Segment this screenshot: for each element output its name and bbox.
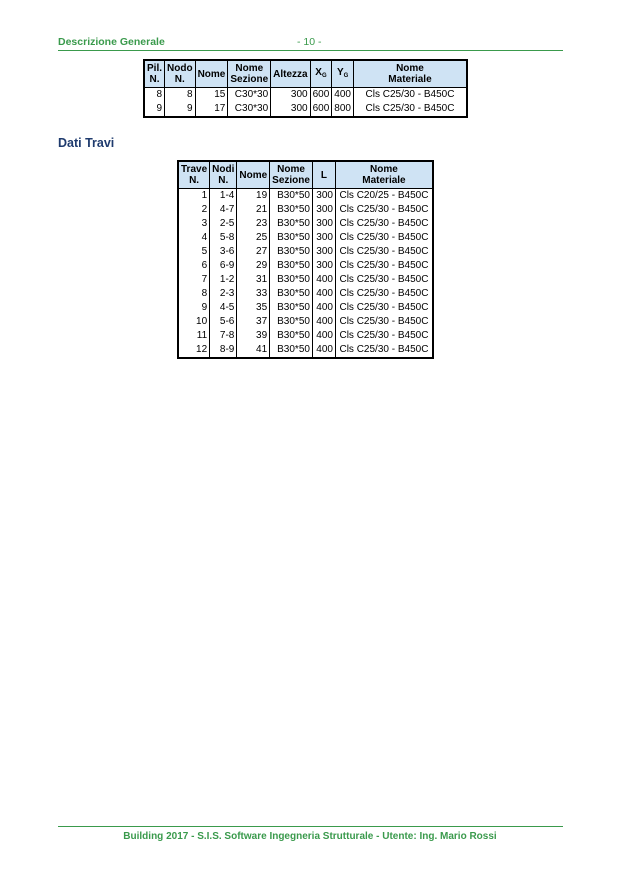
- table-cell: B30*50: [270, 245, 313, 259]
- table-cell: 8: [144, 88, 165, 103]
- col-header-yg-label: Y: [336, 66, 344, 78]
- table-cell: B30*50: [270, 301, 313, 315]
- col-header-trave: [178, 161, 210, 189]
- table-row: [178, 231, 433, 245]
- table-cell: 10: [178, 315, 210, 329]
- table-cell: 21: [237, 203, 270, 217]
- table-cell: 400: [312, 343, 335, 358]
- table-cell: B30*50: [270, 189, 313, 204]
- col-header-nodo-label: Nodo N.: [167, 63, 193, 85]
- table-cell: Cls C20/25 - B450C: [335, 189, 433, 204]
- table-cell: B30*50: [270, 217, 313, 231]
- col-header-sezione: [270, 161, 313, 189]
- table-cell: 3: [178, 217, 210, 231]
- table-row: [144, 102, 467, 117]
- table-cell: B30*50: [270, 231, 313, 245]
- table-cell: 300: [312, 245, 335, 259]
- table-row: [178, 245, 433, 259]
- table-cell: 300: [271, 88, 310, 103]
- table-row: [178, 217, 433, 231]
- header-divider: [58, 50, 563, 51]
- table-row: [178, 315, 433, 329]
- table-cell: 35: [237, 301, 270, 315]
- table-row: [178, 343, 433, 358]
- table-cell: Cls C25/30 - B450C: [335, 315, 433, 329]
- col-header-xg-label: X: [315, 66, 322, 78]
- page-number: - 10 -: [297, 36, 322, 48]
- table-cell: 37: [237, 315, 270, 329]
- table-cell: 8: [165, 88, 196, 103]
- table-cell: 6: [178, 259, 210, 273]
- table-cell: 400: [312, 329, 335, 343]
- table-cell: 29: [237, 259, 270, 273]
- col-header-nodo: [165, 60, 196, 88]
- table-cell: 300: [271, 102, 310, 117]
- col-header-l: [312, 161, 335, 189]
- table-cell: C30*30: [228, 88, 271, 103]
- table-header-row: [144, 60, 467, 88]
- table-cell: B30*50: [270, 343, 313, 358]
- col-header-nome-label: Nome: [239, 169, 268, 181]
- header-section-title: Descrizione Generale: [58, 36, 165, 48]
- table-cell: 31: [237, 273, 270, 287]
- table-cell: B30*50: [270, 329, 313, 343]
- table-cell: 41: [237, 343, 270, 358]
- table-cell: B30*50: [270, 203, 313, 217]
- table-cell: 7: [178, 273, 210, 287]
- col-header-materiale-label: Nome Materiale: [362, 164, 406, 186]
- table-cell: 17: [195, 102, 228, 117]
- col-header-materiale-label: Nome Materiale: [388, 63, 432, 85]
- table-cell: 9: [165, 102, 196, 117]
- col-header-materiale: [353, 60, 467, 88]
- table-cell: 5-6: [210, 315, 237, 329]
- table-cell: 600: [310, 88, 332, 103]
- table-row: [178, 259, 433, 273]
- table-cell: 2-5: [210, 217, 237, 231]
- subscript-g: G: [343, 72, 349, 79]
- col-header-nome: [237, 161, 270, 189]
- col-header-nome-label: Nome: [197, 68, 226, 80]
- col-header-pil-label: Pil. N.: [147, 63, 163, 85]
- table-cell: 19: [237, 189, 270, 204]
- col-header-nodi: [210, 161, 237, 189]
- table-cell: Cls C25/30 - B450C: [335, 231, 433, 245]
- col-header-sezione-label: Nome Sezione: [230, 63, 269, 85]
- table-cell: 15: [195, 88, 228, 103]
- table-row: [178, 273, 433, 287]
- pilastri-table: [143, 59, 468, 118]
- col-header-pil: [144, 60, 165, 88]
- table-cell: 2: [178, 203, 210, 217]
- table-cell: 23: [237, 217, 270, 231]
- table-cell: Cls C25/30 - B450C: [335, 343, 433, 358]
- table-cell: 27: [237, 245, 270, 259]
- table-cell: 12: [178, 343, 210, 358]
- table-cell: 5: [178, 245, 210, 259]
- subscript-g: G: [321, 72, 327, 79]
- col-header-sezione-label: Nome Sezione: [272, 164, 310, 186]
- table-cell: B30*50: [270, 259, 313, 273]
- col-header-trave-label: Trave N.: [181, 164, 208, 186]
- col-header-altezza: [271, 60, 310, 88]
- table-cell: C30*30: [228, 102, 271, 117]
- table-cell: 800: [332, 102, 354, 117]
- table-cell: 4-7: [210, 203, 237, 217]
- table-cell: 1-2: [210, 273, 237, 287]
- col-header-altezza-label: Altezza: [273, 68, 308, 80]
- table-cell: 400: [332, 88, 354, 103]
- table-cell: 8: [178, 287, 210, 301]
- table-cell: 4-5: [210, 301, 237, 315]
- footer-divider: [58, 826, 563, 827]
- col-header-nome: [195, 60, 228, 88]
- footer-text: Building 2017 - S.I.S. Software Ingegneria Strutturale - Utente: Ing. Mario Rossi: [123, 831, 497, 842]
- col-header-materiale: [335, 161, 433, 189]
- table-cell: 25: [237, 231, 270, 245]
- table-cell: 9: [178, 301, 210, 315]
- table-cell: Cls C25/30 - B450C: [335, 259, 433, 273]
- table-row: [144, 88, 467, 103]
- table-cell: B30*50: [270, 287, 313, 301]
- table-header-row: [178, 161, 433, 189]
- table-cell: 39: [237, 329, 270, 343]
- table-cell: 600: [310, 102, 332, 117]
- col-header-nodi-label: Nodi N.: [212, 164, 235, 186]
- table-cell: 400: [312, 315, 335, 329]
- table-row: [178, 301, 433, 315]
- table-cell: 8-9: [210, 343, 237, 358]
- table-cell: Cls C25/30 - B450C: [335, 203, 433, 217]
- table-cell: 9: [144, 102, 165, 117]
- table-cell: Cls C25/30 - B450C: [335, 329, 433, 343]
- table-cell: 300: [312, 203, 335, 217]
- table-cell: 3-6: [210, 245, 237, 259]
- table-cell: 300: [312, 217, 335, 231]
- col-header-sezione: [228, 60, 271, 88]
- table-cell: 1: [178, 189, 210, 204]
- table-cell: 6-9: [210, 259, 237, 273]
- table-row: [178, 329, 433, 343]
- table-cell: Cls C25/30 - B450C: [353, 102, 467, 117]
- table-cell: 300: [312, 259, 335, 273]
- table-cell: 2-3: [210, 287, 237, 301]
- table-cell: 11: [178, 329, 210, 343]
- table-cell: B30*50: [270, 315, 313, 329]
- table-cell: 300: [312, 231, 335, 245]
- table-cell: Cls C25/30 - B450C: [353, 88, 467, 103]
- table-cell: 5-8: [210, 231, 237, 245]
- section-title-dati-travi: Dati Travi: [58, 136, 115, 150]
- table-cell: 400: [312, 287, 335, 301]
- table-cell: 300: [312, 189, 335, 204]
- table-cell: 400: [312, 301, 335, 315]
- table-row: [178, 203, 433, 217]
- table-cell: 33: [237, 287, 270, 301]
- table-cell: 400: [312, 273, 335, 287]
- table-cell: Cls C25/30 - B450C: [335, 301, 433, 315]
- table-cell: Cls C25/30 - B450C: [335, 217, 433, 231]
- col-header-yg: [332, 60, 354, 88]
- travi-table: [177, 160, 434, 359]
- table-cell: 7-8: [210, 329, 237, 343]
- table-cell: Cls C25/30 - B450C: [335, 245, 433, 259]
- table-cell: 1-4: [210, 189, 237, 204]
- table-cell: 4: [178, 231, 210, 245]
- col-header-l-label: L: [320, 169, 327, 181]
- col-header-xg: [310, 60, 332, 88]
- table-cell: Cls C25/30 - B450C: [335, 273, 433, 287]
- table-row: [178, 189, 433, 204]
- table-cell: Cls C25/30 - B450C: [335, 287, 433, 301]
- table-cell: B30*50: [270, 273, 313, 287]
- table-row: [178, 287, 433, 301]
